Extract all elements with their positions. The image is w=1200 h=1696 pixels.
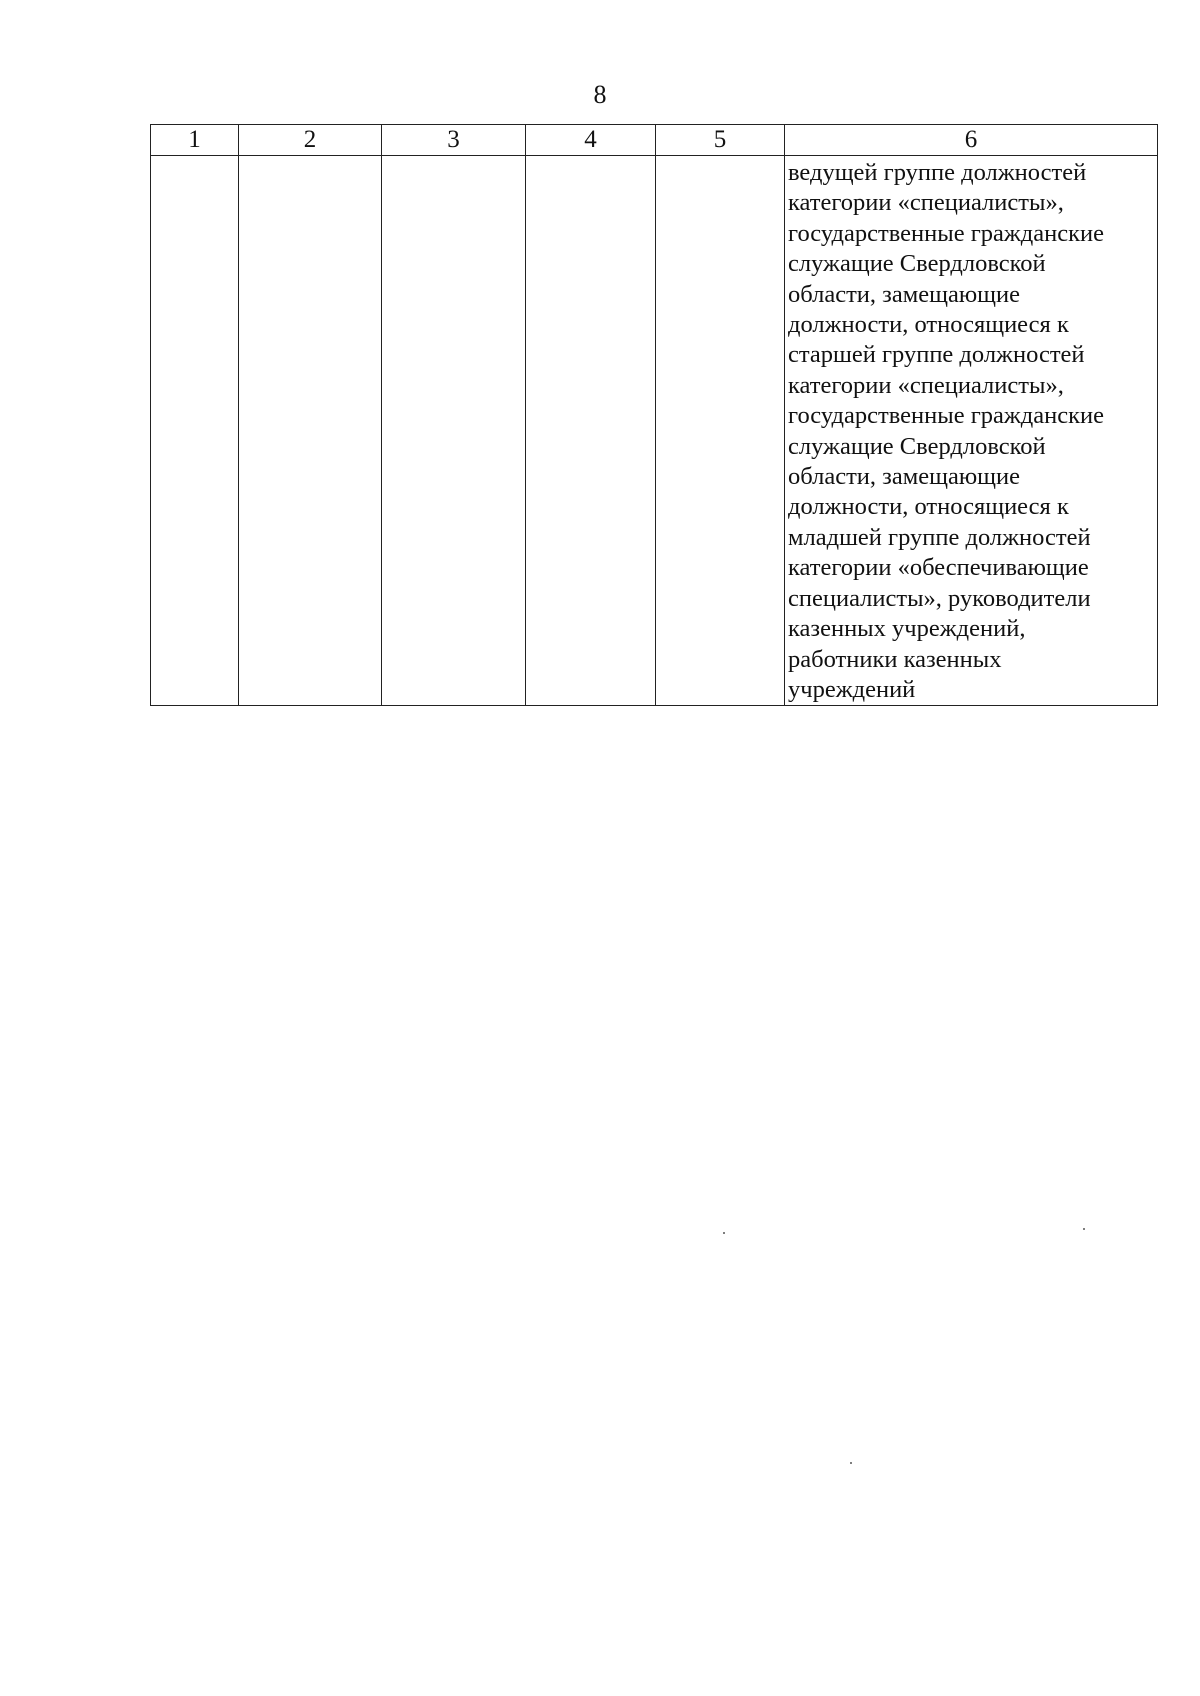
cell-col-4 (526, 156, 656, 706)
scan-speck (850, 1462, 852, 1464)
column-header-1: 1 (151, 125, 239, 156)
column-header-4: 4 (526, 125, 656, 156)
column-header-3: 3 (382, 125, 526, 156)
cell-col-6-text: ведущей группе должностей категории «специалисты», государственные гражданские служащие Свердловской области, замещающие должности, относящиеся к старшей группе должностей категории «специалисты», государственные гражданские служащие Свердловской области, замещающие должности, относящиеся к младшей группе должностей категории «обеспечивающие специалисты», руководители казенных учреждений, работники казенных учреждений (788, 159, 1105, 703)
column-header-2: 2 (239, 125, 382, 156)
cell-col-2 (239, 156, 382, 706)
cell-col-6 (785, 156, 1158, 706)
column-header-5: 5 (656, 125, 785, 156)
cell-col-1 (151, 156, 239, 706)
document-table (150, 124, 1158, 706)
scan-speck (723, 1232, 725, 1234)
cell-col-3 (382, 156, 526, 706)
table-row (151, 156, 1158, 706)
column-header-6: 6 (785, 125, 1158, 156)
scan-speck (1083, 1228, 1085, 1230)
table-header-row (151, 125, 1158, 156)
page-number: 8 (593, 80, 607, 109)
cell-col-5 (656, 156, 785, 706)
